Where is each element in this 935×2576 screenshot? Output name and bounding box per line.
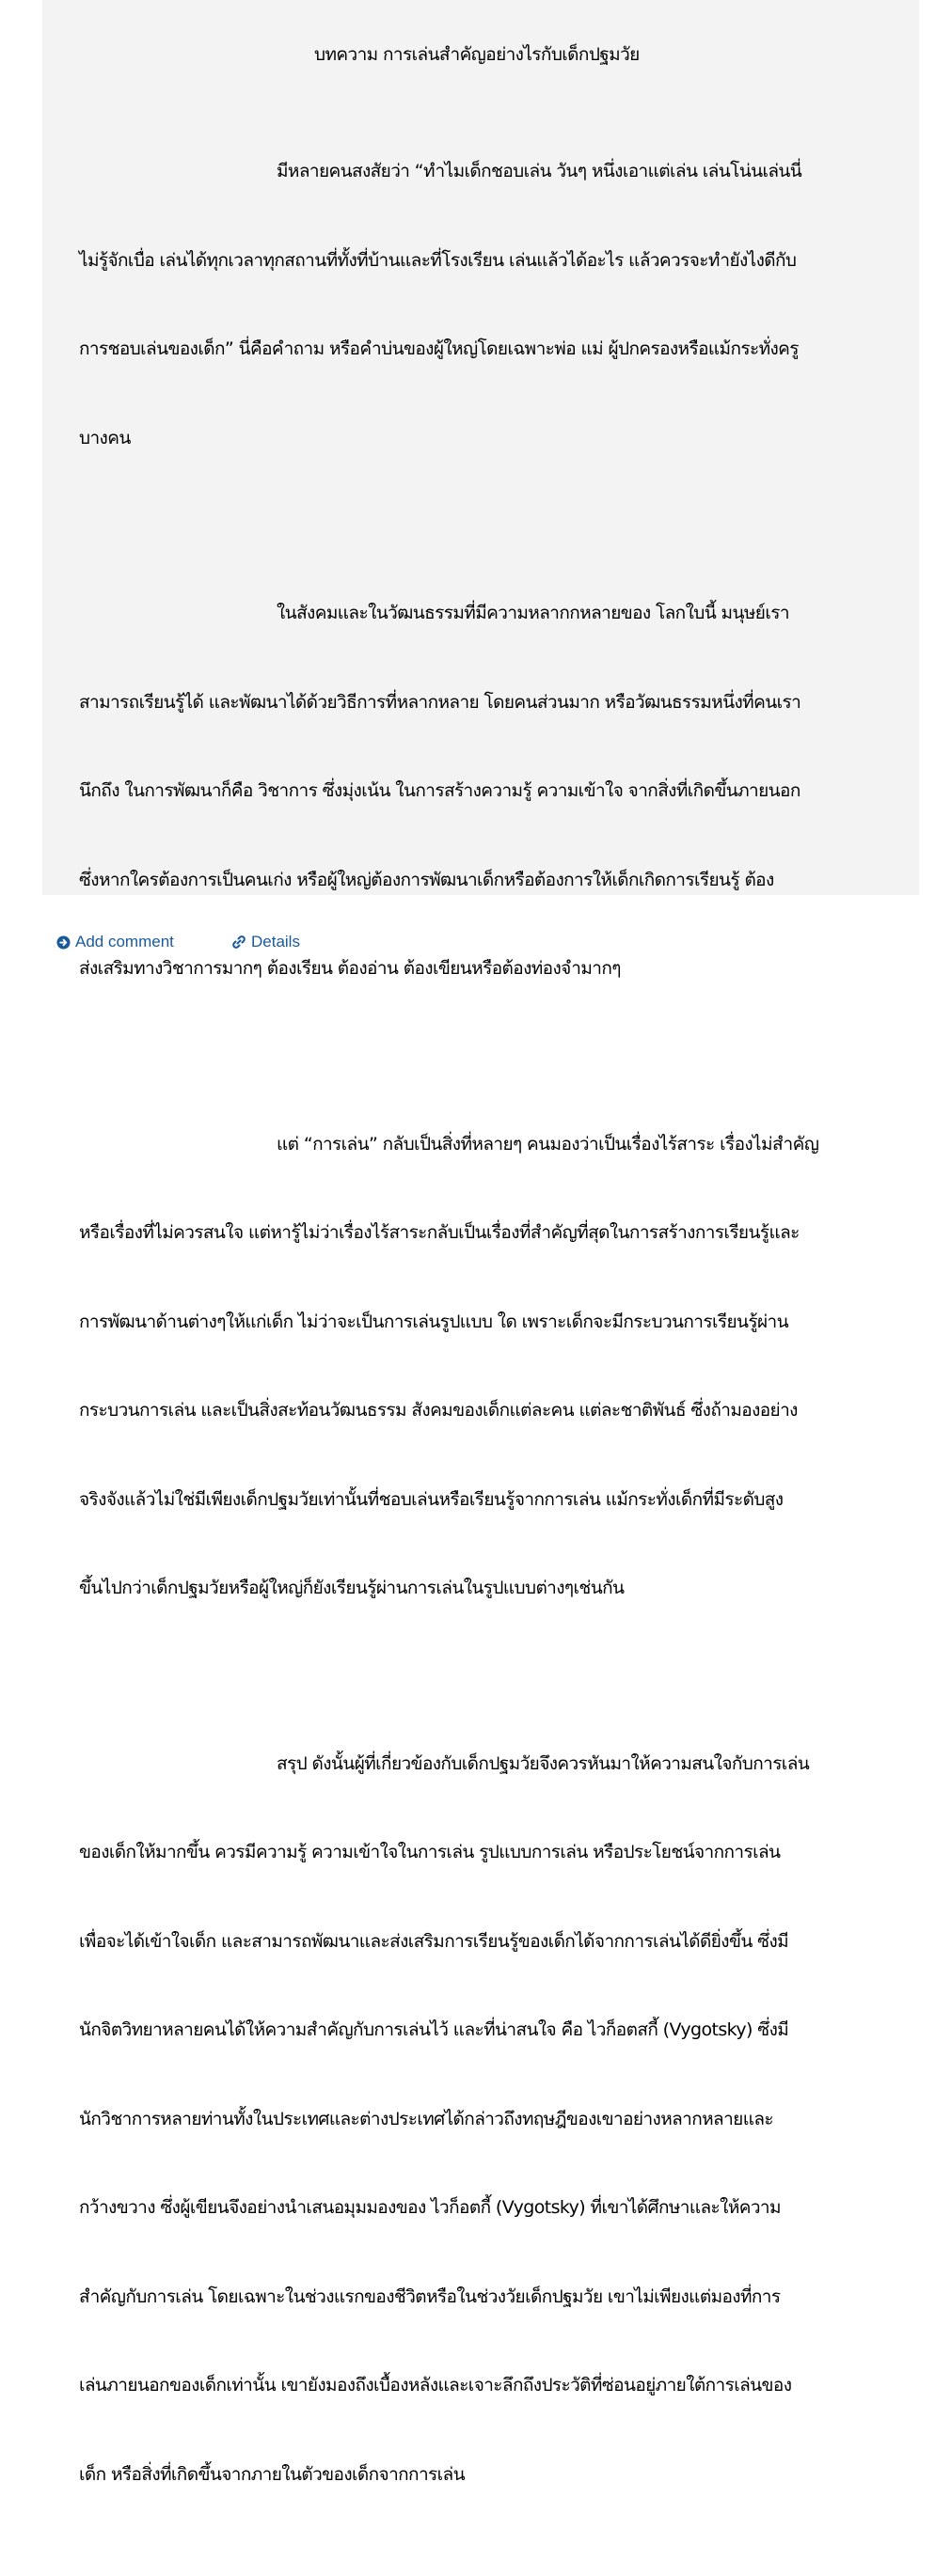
paragraph-line: ในสังคมและในวัฒนธรรมที่มีความหลากกหลายของ โลกใบนี้ มนุษย์เรา bbox=[277, 603, 789, 623]
paragraph-line: จริงจังแล้วไม่ใช่มีเพียงเด็กปฐมวัยเท่านั้นที่ชอบเล่นหรือเรียนรู้จากการเล่น แม้กระทั่งเด็กที่มีระดับสูง bbox=[79, 1488, 784, 1510]
paragraph-line: กว้างขวาง ซึ่งผู้เขียนจึงอย่างนำเสนอมุมมองของ ไวก็อตกี้ (Vygotsky) ที่เขาได้ศึกษาและให้ความ bbox=[79, 2197, 781, 2218]
paragraph-line: การชอบเล่นของเด็ก” นี่คือคำถาม หรือคำบ่นของผู้ใหญ่โดยเฉพาะพ่อ แม่ ผู้ปกครองหรือแม้กระทั่งครู bbox=[79, 338, 799, 359]
details-link[interactable] bbox=[231, 933, 300, 951]
paragraph-line: ไม่รู้จักเบื่อ เล่นได้ทุกเวลาทุกสถานที่ทั้งที่บ้านและที่โรงเรียน เล่นแล้วได้อะไร แล้วควรจะทำยังไงดีกับ bbox=[79, 249, 797, 271]
paragraph-line: สามารถเรียนรู้ได้ และพัฒนาได้ด้วยวิธีการที่หลากหลาย โดยคนส่วนมาก หรือวัฒนธรรมหนึ่งที่คนเรา bbox=[79, 691, 801, 713]
paragraph-line: สำคัญกับการเล่น โดยเฉพาะในช่วงแรกของชีวิตหรือในช่วงวัยเด็กปฐมวัย เขาไม่เพียงแต่มองที่การ bbox=[79, 2285, 781, 2307]
paragraph-line: เด็ก หรือสิ่งที่เกิดขึ้นจากภายในตัวของเด็กจากการเล่น bbox=[79, 2463, 465, 2485]
paragraph-line: การพัฒนาด้านต่างๆให้แก่เด็ก ไม่ว่าจะเป็นการเล่นรูปแบบ ใด เพราะเด็กจะมีกระบวนการเรียนรู้ผ่าน bbox=[79, 1311, 788, 1332]
document-page bbox=[79, 38, 909, 2576]
paragraph-line: แต่ “การเล่น” กลับเป็นสิ่งที่หลายๆ คนมองว่าเป็นเรื่องไร้สาระ เรื่องไม่สำคัญ bbox=[277, 1133, 819, 1154]
paragraph-line: ของเด็กให้มากขึ้น ควรมีความรู้ ความเข้าใจในการเล่น รูปแบบการเล่น หรือประโยชน์จากการเล่น bbox=[79, 1842, 781, 1862]
paragraph-line: บางคน bbox=[79, 427, 131, 448]
paragraph-line: เล่นภายนอกของเด็กเท่านั้น เขายังมองถึงเบื้องหลังและเจาะลึกถึงประวัติที่ซ่อนอยู่ภายใต้การเล่นของ bbox=[79, 2375, 792, 2395]
add-comment-link[interactable] bbox=[56, 933, 174, 951]
paragraph-line: มีหลายคนสงสัยว่า “ทำไมเด็กชอบเล่น วันๆ หนึ่งเอาแต่เล่น เล่นโน่นเล่นนี่ bbox=[277, 161, 802, 181]
paragraph-line: ซึ่งหากใครต้องการเป็นคนเก่ง หรือผู้ใหญ่ต้องการพัฒนาเด็กหรือต้องการให้เด็กเกิดการเรียนรู้ ต้อง bbox=[79, 869, 774, 890]
paragraph-line: สรุป ดังนั้นผู้ที่เกี่ยวข้องกับเด็กปฐมวัยจึงควรหันมาให้ความสนใจกับการเล่น bbox=[277, 1752, 810, 1774]
document-title: บทความ การเล่นสำคัญอย่างไรกับเด็กปฐมวัย bbox=[314, 44, 640, 65]
paragraph-3 bbox=[79, 1071, 909, 1663]
add-comment-label: Add comment bbox=[75, 933, 174, 950]
paragraph-line: นักวิชาการหลายท่านทั้งในประเทศและต่างประเทศได้กล่าวถึงทฤษฎีของเขาอย่างหลากหลายและ bbox=[79, 2108, 773, 2129]
link-icon bbox=[231, 935, 246, 950]
paragraph-1 bbox=[79, 98, 909, 512]
paragraph-line: ขึ้นไปกว่าเด็กปฐมวัยหรือผู้ใหญ่ก็ยังเรียนรู้ผ่านการเล่นในรูปแบบต่างๆเช่นกัน bbox=[79, 1578, 625, 1598]
paragraph-line: นึกถึง ในการพัฒนาก็คือ วิชาการ ซึ่งมุ่งเน้น ในการสร้างความรู้ ความเข้าใจ จากสิ่งที่เกิดขึ้นภายนอก bbox=[79, 780, 800, 801]
paragraph-line: เพื่อจะได้เข้าใจเด็ก และสามารถพัฒนาและส่งเสริมการเรียนรู้ของเด็กได้จากการเล่นได้ดียิ่งขึ้น ซึ่งมี bbox=[79, 1930, 789, 1952]
paragraph-line: กระบวนการเล่น และเป็นสิ่งสะท้อนวัฒนธรรม สังคมของเด็กแต่ละคน แต่ละชาติพันธ์ ซึ่งถ้ามองอย่าง bbox=[79, 1400, 798, 1421]
paragraph-line: ส่งเสริมทางวิชาการมากๆ ต้องเรียน ต้องอ่าน ต้องเขียนหรือต้องท่องจำมากๆ bbox=[79, 958, 621, 979]
paragraph-2 bbox=[79, 540, 909, 1044]
plus-circle-icon bbox=[56, 935, 71, 950]
paragraph-line: หรือเรื่องที่ไม่ควรสนใจ แต่หารู้ไม่ว่าเรื่องไร้สาระกลับเป็นเรื่องที่สำคัญที่สุดในการสร้างการเรียนรู้และ bbox=[79, 1222, 800, 1243]
paragraph-line: นักจิตวิทยาหลายคนได้ให้ความสำคัญกับการเล่นไว้ และที่น่าสนใจ คือ ไวก็อตสกี้ (Vygotsky) ซึ่งมี bbox=[79, 2019, 789, 2040]
paragraph-4 bbox=[79, 1690, 909, 2550]
details-label: Details bbox=[251, 933, 300, 950]
